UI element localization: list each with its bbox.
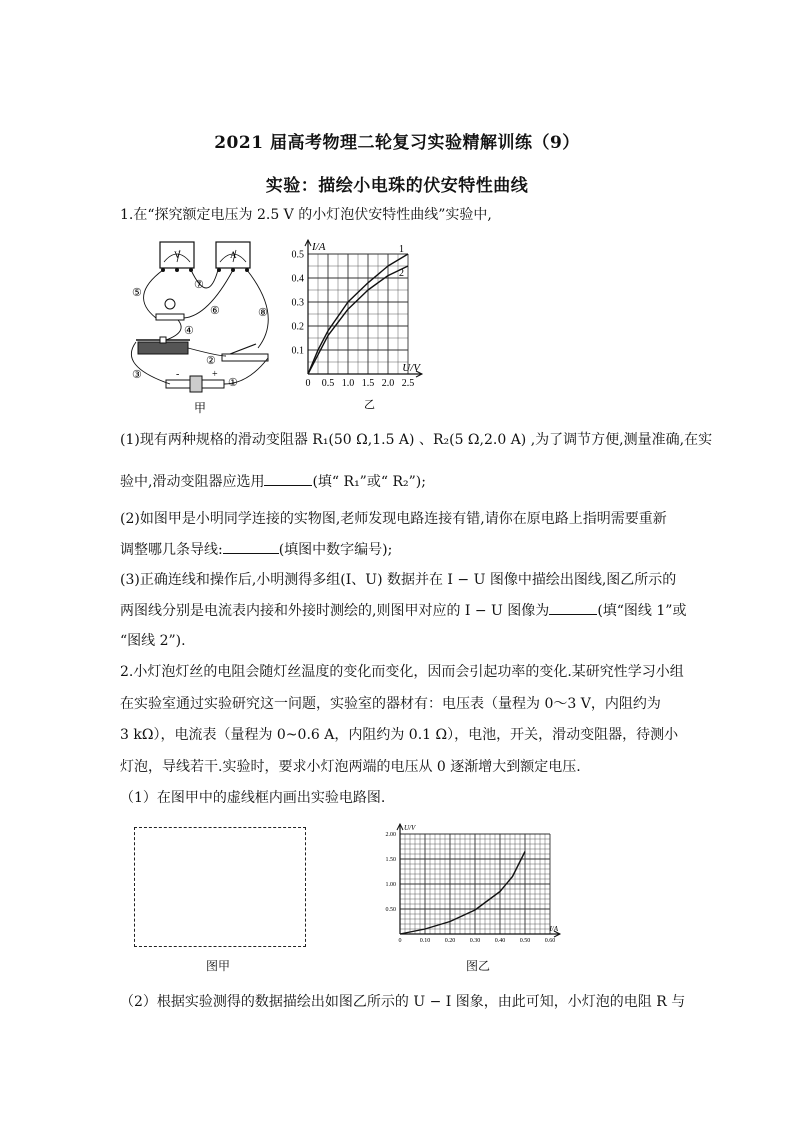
x-tick-label: 2.0 (381, 378, 395, 389)
q1-part2-line2-b: (填图中数字编号); (278, 542, 393, 558)
q2-fig-b-caption: 图乙 (466, 959, 491, 973)
q1-part3-line2 (120, 600, 686, 621)
wire-4 (166, 320, 181, 340)
q1-part1-line2-a: 验中,滑动变阻器应选用 (120, 474, 265, 490)
q1-part1-line2 (120, 471, 426, 492)
x-tick-label: 0.30 (469, 938, 481, 944)
q1-fig-a-caption: 甲 (194, 401, 207, 415)
x-tick-label: 0 (305, 378, 311, 389)
q2-ui-chart (370, 818, 580, 952)
wire-6 (184, 270, 233, 318)
q1-part1-line1: (1)现有两种规格的滑动变阻器 R₁(50 Ω,1.5 A) 、R₂(5 Ω,2.0 A) ,为了调节方便,测量准确,在实 (120, 432, 713, 448)
q2-fig-a-caption: 图甲 (206, 959, 231, 973)
q2-sub2: （2）根据实验测得的数据描绘出如图乙所示的 U − I 图象，由此可知，小灯泡的电阻 R 与 (120, 994, 686, 1010)
ammeter-label: A (230, 250, 237, 260)
wire-label-6: ⑥ (210, 305, 220, 317)
wire-label-4: ④ (184, 325, 194, 337)
q1-part2-answer-blank[interactable] (223, 539, 279, 554)
x-tick-label: 0 (398, 938, 402, 944)
q2-line3: 3 kΩ），电流表（量程为 0~0.6 A，内阻约为 0.1 Ω），电池，开关，滑动变阻器，待测小 (120, 727, 679, 743)
x-tick-label: 1.5 (361, 378, 375, 389)
series-label-1: 1 (399, 244, 404, 255)
wire-label-5: ⑤ (132, 287, 142, 299)
q1-part1-line2-b: (填“ R₁”或“ R₂”); (312, 474, 426, 490)
q2-line4: 灯泡，导线若干.实验时，要求小灯泡两端的电压从 0 逐渐增大到额定电压. (120, 759, 581, 775)
x-tick-label: 0.20 (444, 938, 456, 944)
q1-part2-line1: (2)如图甲是小明同学连接的实物图,老师发现电路连接有错,请你在原电路上指明需要重新 (120, 511, 667, 527)
y-tick-label: 0.5 (291, 249, 304, 261)
q1-iu-chart (284, 236, 460, 412)
x-tick-label: 0.40 (494, 938, 506, 944)
q1-fig-b-caption: 乙 (364, 399, 375, 411)
y-tick-label: 0.3 (291, 297, 304, 309)
x-tick-label: 2.5 (401, 378, 415, 389)
y-tick-label: 1.50 (385, 857, 396, 863)
battery-symbol (166, 369, 224, 392)
q2-sub1: （1）在图甲中的虚线框内画出实验电路图. (120, 790, 386, 806)
wire-label-2: ② (206, 355, 216, 367)
x-tick-label: 0.5 (321, 378, 335, 389)
y-tick-label: 0.4 (291, 273, 304, 285)
x-tick-label: 1.0 (341, 378, 355, 389)
wire-5 (144, 270, 163, 318)
wire-label-8: ⑧ (258, 307, 268, 319)
q1-circuit-figure (118, 236, 290, 416)
y-tick-label: 0.50 (385, 907, 396, 913)
y-axis-label: U/V (404, 824, 416, 832)
bulb-symbol (156, 299, 184, 320)
battery-minus: - (176, 369, 180, 380)
q2-line2: 在实验室通过实验研究这一问题，实验室的器材有：电压表（量程为 0～3 V，内阻约为 (120, 696, 661, 712)
q1-part3-line2-b: (填“图线 1”或 (597, 603, 687, 619)
rheostat-symbol (136, 337, 190, 354)
battery-plus: + (212, 369, 218, 380)
document-subtitle: 实验：描绘小电珠的伏安特性曲线 (265, 176, 529, 196)
x-axis-label: U/V (402, 362, 420, 374)
x-axis-label: I/A (549, 925, 558, 933)
q1-part1-answer-blank[interactable] (264, 471, 312, 486)
q1-part3-line3: “图线 2”). (120, 633, 186, 649)
voltmeter-label: V (174, 250, 181, 260)
wire-label-1: ① (228, 377, 238, 389)
q1-part2-line2-a: 调整哪几条导线: (120, 542, 223, 558)
x-tick-label: 0.60 (544, 938, 556, 944)
y-tick-label: 2.00 (385, 832, 396, 838)
switch-symbol (222, 344, 268, 361)
voltmeter-symbol (160, 242, 194, 272)
q2-answer-box[interactable] (134, 827, 306, 947)
q1-part3-answer-blank[interactable] (549, 600, 597, 615)
q1-part3-line2-a: 两图线分别是电流表内接和外接时测绘的,则图甲对应的 I − U 图像为 (120, 603, 550, 619)
ammeter-symbol (216, 242, 250, 272)
document-title: 2021 届高考物理二轮复习实验精解训练（9） (214, 133, 580, 153)
q1-part2-line2 (120, 539, 392, 560)
y-tick-label: 0.1 (291, 345, 304, 357)
wire-label-7: ⑦ (194, 279, 204, 291)
q1-stem: 1.在“探究额定电压为 2.5 V 的小灯泡伏安特性曲线”实验中, (120, 207, 492, 223)
x-tick-label: 0.50 (519, 938, 531, 944)
wire-label-3: ③ (132, 369, 142, 381)
y-tick-label: 1.00 (385, 882, 396, 888)
y-tick-label: 0.2 (291, 321, 304, 333)
series-label-2: 2 (399, 268, 404, 279)
y-axis-label: I/A (312, 241, 326, 253)
x-tick-label: 0.10 (419, 938, 431, 944)
q1-part3-line1: (3)正确连线和操作后,小明测得多组(I、U) 数据并在 I − U 图像中描绘出图线,图乙所示的 (120, 572, 677, 588)
q2-line1: 2.小灯泡灯丝的电阻会随灯丝温度的变化而变化，因而会引起功率的变化.某研究性学习小组 (120, 664, 684, 680)
